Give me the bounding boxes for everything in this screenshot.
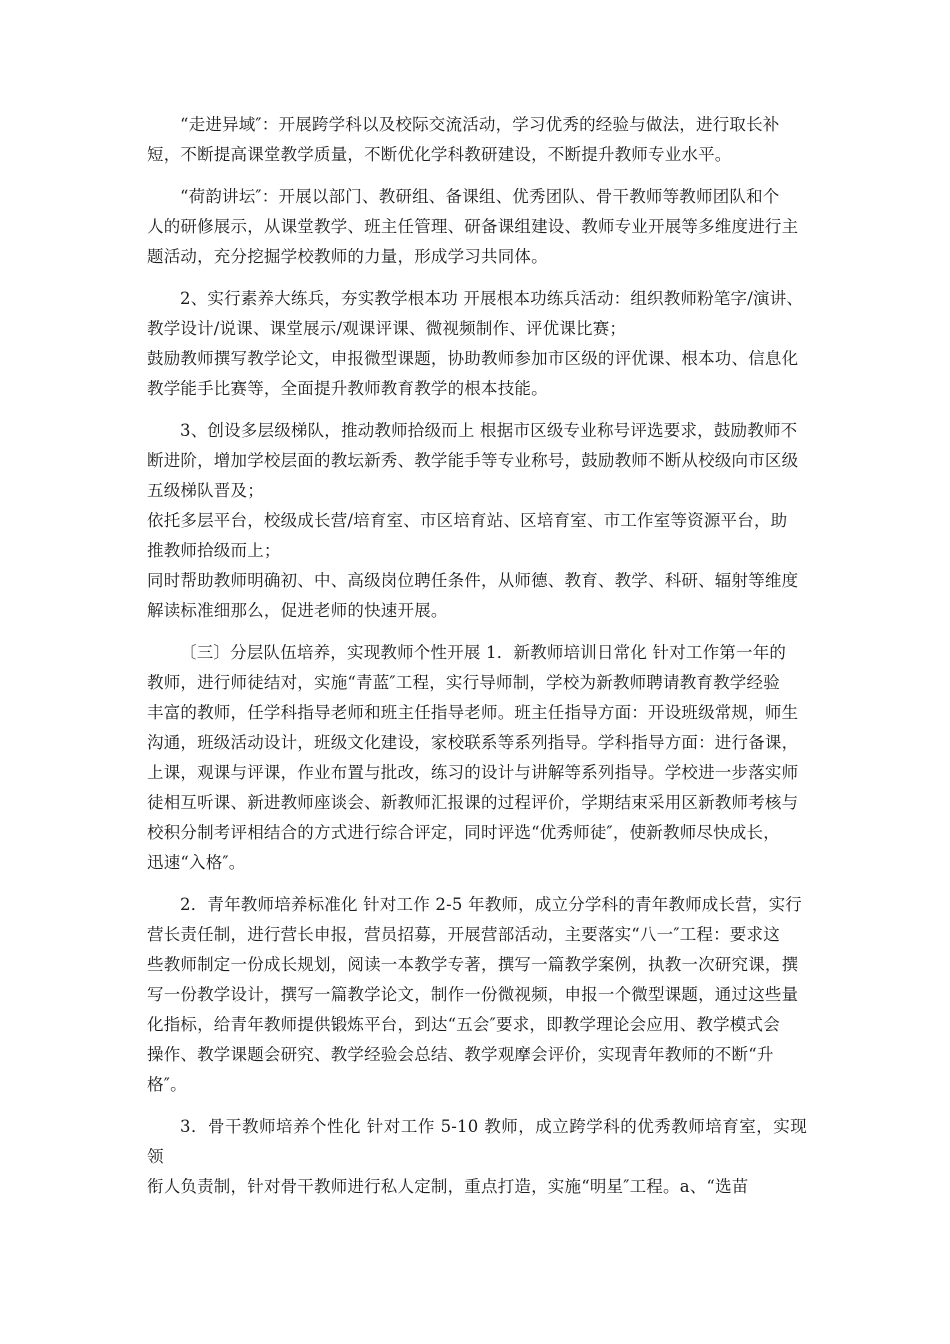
text-line: 断进阶，增加学校层面的教坛新秀、教学能手等专业称号，鼓励教师不断从校级向市区级 — [147, 451, 799, 470]
text-line: 短，不断提高课堂教学质量，不断优化学科教研建设，不断提升教师专业水平。 — [147, 145, 732, 164]
text-line: 鼓励教师撰写教学论文，申报微型课题，协助教师参加市区级的评优课、根本功、信息化 — [147, 349, 799, 368]
text-line: 依托多层平台，校级成长营/培育室、市区培育站、区培育室、市工作室等资源平台，助 — [147, 511, 788, 530]
text-line: 教学设计/说课、课堂展示/观课评课、微视频制作、评优课比赛； — [147, 319, 627, 338]
text-line: 题活动，充分挖掘学校教师的力量，形成学习共同体。 — [147, 247, 548, 266]
text-line: 同时帮助教师明确初、中、高级岗位聘任条件，从师德、教育、教学、科研、辐射等维度 — [147, 571, 799, 590]
text-line: 五级梯队晋及； — [147, 481, 264, 500]
text-line: 人的研修展示，从课堂教学、班主任管理、研备课组建设、教师专业开展等多维度进行主 — [147, 217, 799, 236]
text-line: 格″。 — [147, 1075, 187, 1094]
text-line: 教师，进行师徒结对，实施“青蓝″工程，实行导师制，学校为新教师聘请教育教学经验 — [147, 673, 780, 692]
paragraph — [147, 638, 807, 878]
text-line: 校积分制考评相结合的方式进行综合评定，同时评选“优秀师徒″，使新教师尽快成长， — [147, 823, 780, 842]
text-line: “荷韵讲坛″：开展以部门、教研组、备课组、优秀团队、骨干教师等教师团队和个 — [180, 187, 780, 206]
text-line: 操作、教学课题会研究、教学经验会总结、教学观摩会评价，实现青年教师的不断“升 — [147, 1045, 774, 1064]
text-line: 上课，观课与评课，作业布置与批改，练习的设计与讲解等系列指导。学校进一步落实师 — [147, 763, 799, 782]
text-line: 3、创设多层级梯队，推动教师拾级而上 根据市区级专业称号评选要求，鼓励教师不 — [180, 421, 798, 440]
text-line: “走进异域″：开展跨学科以及校际交流活动，学习优秀的经验与做法，进行取长补 — [180, 115, 780, 134]
text-line: 推教师拾级而上； — [147, 541, 281, 560]
text-line: 徒相互听课、新进教师座谈会、新教师汇报课的过程评价，学期结束采用区新教师考核与 — [147, 793, 799, 812]
paragraph — [147, 182, 807, 272]
text-line: 2．青年教师培养标准化 针对工作 2-5 年教师，成立分学科的青年教师成长营，实行 — [180, 895, 803, 914]
paragraph — [147, 1112, 807, 1202]
text-line: 迅速“入格″。 — [147, 853, 246, 872]
paragraph — [147, 890, 807, 1100]
text-line: 3．骨干教师培养个性化 针对工作 5-10 教师，成立跨学科的优秀教师培育室，实现领 — [147, 1117, 807, 1166]
text-line: 沟通，班级活动设计，班级文化建设，家校联系等系列指导。学科指导方面：进行备课， — [147, 733, 799, 752]
text-line: 教学能手比赛等，全面提升教师教育教学的根本技能。 — [147, 379, 548, 398]
text-line: 营长责任制，进行营长申报，营员招募，开展营部活动，主要落实“八一″工程：要求这 — [147, 925, 780, 944]
paragraph — [147, 284, 807, 404]
document-body — [147, 110, 807, 1214]
text-line: 写一份教学设计，撰写一篇教学论文，制作一份微视频，申报一个微型课题，通过这些量 — [147, 985, 799, 1004]
paragraph — [147, 110, 807, 170]
paragraph — [147, 416, 807, 626]
text-line: 丰富的教师，任学科指导老师和班主任指导老师。班主任指导方面：开设班级常规，师生 — [147, 703, 799, 722]
text-line: 〔三〕分层队伍培养，实现教师个性开展 1．新教师培训日常化 针对工作第一年的 — [180, 643, 787, 662]
text-line: 解读标准细那么，促进老师的快速开展。 — [147, 601, 448, 620]
text-line: 化指标，给青年教师提供锻炼平台，到达“五会″要求，即教学理论会应用、教学模式会 — [147, 1015, 780, 1034]
text-line: 些教师制定一份成长规划，阅读一本教学专著，撰写一篇教学案例，执教一次研究课，撰 — [147, 955, 799, 974]
text-line: 2、实行素养大练兵，夯实教学根本功 开展根本功练兵活动：组织教师粉笔字/演讲、 — [180, 289, 804, 308]
text-line: 衔人负责制，针对骨干教师进行私人定制，重点打造，实施“明星″工程。a、“选苗 — [147, 1177, 749, 1196]
